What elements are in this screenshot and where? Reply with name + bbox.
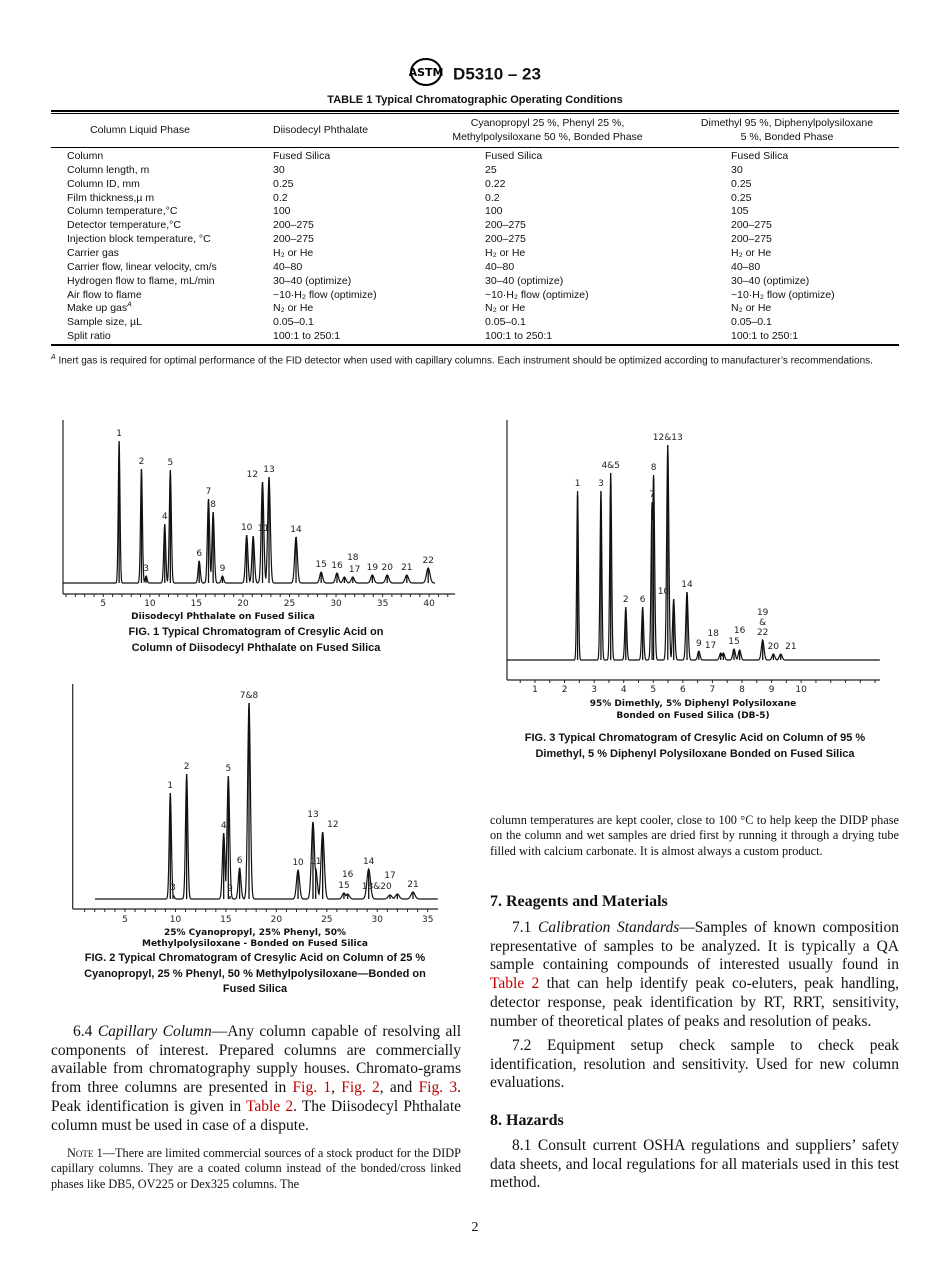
table-row-label: [67, 302, 132, 316]
table-row-label: [67, 247, 119, 261]
table-row-label: [67, 178, 140, 192]
peak-label: 22: [422, 556, 434, 566]
table-header-cell: Dimethyl 95 %, Diphenylpolysiloxane 5 %, Bonded Phase: [700, 117, 874, 143]
x-tick-label: 30: [371, 915, 383, 925]
table-cell: 40–80: [731, 260, 761, 273]
cross-reference-link[interactable]: Fig. 1: [292, 1079, 332, 1097]
footnote-mark: A: [51, 354, 56, 361]
peak-label: 17: [704, 641, 717, 651]
table-cell: 30: [273, 163, 285, 176]
figure-1-caption: FIG. 1 Typical Chromatogram of Cresylic Acid on Column of Diisodecyl Phthalate on Fused Silica: [128, 626, 384, 654]
figure-1-chromatogram: [50, 406, 470, 622]
table-row-label: [67, 233, 211, 247]
x-tick-label: 35: [421, 915, 434, 925]
table-row-label: [67, 261, 217, 275]
x-tick-label: 8: [739, 685, 745, 695]
table-cell: Fused Silica: [273, 150, 331, 162]
peak-label: 9: [227, 884, 233, 894]
x-axis-label: Diisodecyl Phthalate on Fused Silica: [131, 612, 315, 622]
table-row-label: [67, 219, 181, 233]
x-tick-label: 40: [423, 599, 435, 609]
text-run: —Samples of known composition representative of samples to be analyzed. It is typically a QA sample containing compounds of interested usually found in: [490, 919, 899, 974]
peak-label: 6: [639, 595, 646, 605]
peak-label: 17: [384, 871, 396, 881]
table-cell: Fused Silica: [731, 150, 789, 162]
peak-label: 18: [707, 629, 719, 639]
table-footnote: [51, 351, 899, 368]
row-label-text: Column length, m: [67, 163, 150, 176]
x-tick-label: 30: [330, 599, 342, 609]
peak-label: 10: [240, 523, 253, 533]
peak-label: 6: [236, 856, 243, 866]
peak-label: 3: [170, 883, 176, 893]
row-label-text: Air flow to flame: [67, 288, 142, 301]
table-cell: 0.25: [731, 191, 752, 204]
x-tick-label: 15: [220, 915, 232, 925]
table-cell: N₂ or He: [485, 302, 526, 315]
x-tick-label: 4: [620, 685, 627, 695]
table-row-label: [67, 316, 142, 330]
cross-reference-link[interactable]: Table 2: [490, 975, 540, 993]
table-cell: ~10·H₂ flow (optimize): [731, 288, 835, 301]
text-run: 8.1 Consult current OSHA regulations and suppliers’ safety data sheets, and local regulations for all materials used in this test method.: [490, 1137, 899, 1192]
peak-label: 1: [574, 479, 581, 489]
x-tick-label: 10: [169, 915, 182, 925]
row-label-text: Carrier gas: [67, 246, 119, 259]
section-8-heading: 8. Hazards: [490, 1112, 564, 1129]
table-header-rule: [51, 147, 899, 148]
peak-label: 15: [728, 637, 740, 647]
peak-label: 2: [183, 762, 190, 772]
x-axis-label: Methylpolysiloxane - Bonded on Fused Silica: [142, 939, 368, 949]
text-run: that can help identify peak co-eluters, peak handling, detector response, peak identification by RT, RRT, sensitivity, number of theoretical plates of peaks and resolution of peaks.: [490, 975, 899, 1030]
row-label-text: Column: [67, 150, 104, 162]
text-run: . Peak identification is given in: [51, 1079, 461, 1115]
table-row-label: [67, 330, 111, 344]
figure-2-chromatogram: [50, 660, 470, 950]
peak-label: 13: [307, 810, 319, 820]
cross-reference-link[interactable]: Fig. 3: [418, 1079, 458, 1097]
table-cell: 200–275: [273, 219, 314, 232]
table-header-cell: Column Liquid Phase: [90, 124, 190, 136]
table-cell: ~10·H₂ flow (optimize): [485, 288, 589, 301]
x-tick-label: 3: [591, 685, 598, 695]
peak-label: 9: [695, 639, 702, 649]
table-cell: 200–275: [273, 233, 314, 246]
table-row-label: [67, 205, 177, 219]
peak-label: 18: [347, 553, 359, 563]
peak-label: 5: [225, 764, 232, 774]
document-designation: D5310 – 23: [453, 64, 541, 84]
section-7-heading: 7. Reagents and Materials: [490, 893, 668, 910]
x-axis-label: Bonded on Fused Silica (DB-5): [616, 711, 770, 721]
note-1-continued: [490, 813, 899, 859]
table-header-cell: Cyanopropyl 25 %, Phenyl 25 %, Methylpolysiloxane 50 %, Bonded Phase: [452, 117, 643, 143]
cross-reference-link[interactable]: Fig. 2: [341, 1079, 380, 1097]
table-row-label: [67, 275, 215, 289]
peak-label: 1: [116, 429, 122, 439]
text-run: , and: [379, 1079, 419, 1097]
cross-reference-link[interactable]: Table 2: [245, 1097, 294, 1115]
table-row-label: [67, 192, 154, 206]
peak-label: 17: [348, 565, 361, 575]
peak-label: 16: [341, 870, 354, 880]
peak-label: 15: [315, 560, 327, 570]
peak-label: 3: [598, 479, 604, 489]
table-cell: 25: [485, 163, 497, 176]
table-cell: N₂ or He: [273, 302, 314, 315]
table-cell: 100: [273, 205, 291, 218]
table-cell: 200–275: [485, 219, 526, 232]
peak-label: 16: [331, 561, 343, 571]
x-tick-label: 5: [122, 915, 128, 925]
table-title: TABLE 1 Typical Chromatographic Operating Conditions: [327, 94, 623, 106]
table-cell: 0.25: [731, 177, 752, 190]
table-header-cell: Diisodecyl Phthalate: [273, 124, 369, 136]
x-tick-label: 6: [679, 685, 686, 695]
table-cell: 200–275: [731, 219, 772, 232]
peak-label: 7&8: [239, 691, 259, 701]
text-run: 7.1: [512, 919, 539, 936]
text-run: Capillary Column: [97, 1023, 212, 1040]
peak-label: 14: [681, 580, 693, 590]
table-cell: N₂ or He: [731, 302, 772, 315]
table-cell: 0.25: [273, 177, 294, 190]
row-label-text: Injection block temperature, °C: [67, 233, 211, 246]
figure-3-caption: FIG. 3 Typical Chromatogram of Cresylic Acid on Column of 95 % Dimethyl, 5 % Diphenyl Polysiloxane Bonded on Fused Silica: [524, 732, 866, 760]
peak-label: 3: [143, 564, 149, 574]
peak-label: 4&5: [601, 461, 620, 471]
x-tick-label: 2: [561, 685, 568, 695]
table-cell: H₂ or He: [485, 246, 526, 259]
page-number: 2: [471, 1220, 479, 1235]
table-cell: 200–275: [485, 233, 526, 246]
table-cell: 30–40 (optimize): [273, 274, 352, 287]
chromatogram-trace: [507, 445, 880, 660]
peak-label: 21: [401, 563, 413, 573]
footnote-text: Inert gas is required for optimal performance of the FID detector when used with capillary columns. Each instrument should be optimized according to manufacturer’s recommendations.: [58, 355, 873, 367]
table-cell: Fused Silica: [485, 150, 543, 162]
table-cell: 0.05–0.1: [731, 316, 772, 329]
row-label-text: Split ratio: [67, 330, 111, 343]
table-bottom-rule: [51, 344, 899, 346]
x-tick-label: 7: [709, 685, 716, 695]
peak-label: 9: [219, 564, 226, 574]
table-cell: 30–40 (optimize): [485, 274, 564, 287]
x-tick-label: 10: [144, 599, 156, 609]
x-axis-label: 25% Cyanopropyl, 25% Phenyl, 50%: [163, 928, 347, 938]
text-run: —Any column capable of resolving all components of interest. Prepared columns are commercially available from chromatography supply houses. Chromato-grams from three columns are presented in: [51, 1023, 461, 1097]
peak-label: 18&20: [361, 882, 392, 892]
x-tick-label: 15: [190, 599, 203, 609]
x-tick-label: 5: [650, 685, 657, 695]
row-label-text: Sample size, µL: [67, 316, 142, 329]
peak-label: 20: [767, 642, 780, 652]
x-tick-label: 5: [100, 599, 107, 609]
peak-label: 12: [327, 820, 339, 830]
table-cell: 30: [731, 163, 743, 176]
peak-label: 14: [362, 857, 375, 867]
table-cell: 0.2: [485, 191, 500, 204]
peak-label: 12&13: [652, 433, 683, 443]
peak-label: 1: [167, 781, 174, 791]
row-label-text: Column temperature,°C: [67, 205, 178, 218]
peak-label: 21: [785, 642, 797, 652]
x-tick-label: 25: [283, 599, 296, 609]
page-header: [0, 58, 950, 91]
peak-label: 10: [657, 587, 670, 597]
table-row-label: [67, 164, 149, 178]
chromatogram-trace: [95, 703, 438, 899]
peak-label: 12: [246, 470, 259, 480]
peak-label: 2: [622, 595, 629, 605]
paragraph-6-4: [51, 1023, 461, 1135]
paragraph-8-1: [490, 1137, 899, 1193]
peak-label: 15: [338, 881, 350, 891]
paragraph-7-1: [490, 919, 899, 1031]
peak-label: 14: [290, 525, 302, 535]
text-run: 6.4: [73, 1023, 98, 1040]
table-cell: 0.05–0.1: [485, 316, 526, 329]
peak-label: 4: [220, 821, 227, 831]
peak-label: 19: [366, 563, 379, 573]
table-cell: 100:1 to 250:1: [731, 330, 799, 343]
peak-label: 16: [733, 626, 746, 636]
table-cell: 100: [485, 205, 503, 218]
row-label-text: Hydrogen flow to flame, mL/min: [67, 274, 215, 287]
table-cell: 105: [731, 205, 749, 218]
table-cell: ~10·H₂ flow (optimize): [273, 288, 377, 301]
text-run: 1—There are limited commercial sources of a stock product for the DIDP capillary columns. They are a coated column instead of the bonded/cross linked phases like DB5, OV225 or Dex325 columns. The: [51, 1146, 461, 1191]
table-cell: H₂ or He: [731, 246, 772, 259]
table-top-rule: [51, 110, 899, 112]
table-row-label: [67, 289, 142, 303]
x-tick-label: 20: [270, 915, 283, 925]
table-cell: 30–40 (optimize): [731, 274, 810, 287]
svg-text:ASTM: ASTM: [409, 66, 444, 79]
table-cell: 200–275: [731, 233, 772, 246]
peak-label: 13: [263, 465, 275, 475]
note-1: [51, 1146, 461, 1192]
peak-label: 8: [210, 500, 217, 510]
peak-label: 20: [381, 563, 393, 573]
x-tick-label: 25: [321, 915, 333, 925]
row-label-text: Column ID, mm: [67, 177, 140, 190]
peak-label: 11: [257, 524, 270, 534]
peak-label: 10: [292, 858, 304, 868]
figure-3-chromatogram: [480, 420, 900, 722]
table-top-rule-2: [51, 113, 899, 114]
x-tick-label: 9: [768, 685, 775, 695]
row-label-text: Film thickness,µ m: [67, 191, 155, 204]
text-run: Note: [67, 1146, 94, 1160]
row-label-text: Detector temperature,°C: [67, 219, 181, 232]
row-label-text: Make up gas: [67, 302, 128, 315]
x-tick-label: 10: [795, 685, 807, 695]
table-row-label: [67, 150, 103, 164]
x-tick-label: 20: [237, 599, 249, 609]
table-cell: 40–80: [485, 260, 515, 273]
table-cell: 40–80: [273, 260, 303, 273]
astm-logo-icon: [409, 58, 443, 91]
footnote-ref: A: [127, 301, 132, 309]
table-cell: 0.2: [273, 191, 288, 204]
table-cell: 100:1 to 250:1: [485, 330, 553, 343]
peak-label: 8: [650, 463, 657, 473]
text-run: Calibration Standards: [538, 919, 680, 936]
x-axis-label: 95% Dimethly, 5% Diphenyl Polysiloxane: [589, 699, 797, 709]
row-label-text: Carrier flow, linear velocity, cm/s: [67, 260, 217, 273]
peak-label: 5: [167, 458, 174, 468]
peak-label: 6: [196, 549, 203, 559]
table-cell: 0.05–0.1: [273, 316, 314, 329]
x-tick-label: 1: [532, 685, 538, 695]
x-tick-label: 35: [376, 599, 389, 609]
text-run: ,: [331, 1079, 342, 1097]
peak-label: 4: [161, 512, 168, 522]
paragraph-7-2: [490, 1037, 899, 1093]
text-run: . The Diisodecyl Phthalate column must be used in case of a dispute.: [51, 1097, 461, 1134]
peak-label: 2: [138, 457, 145, 467]
text-run: column temperatures are kept cooler, close to 100 °C to help keep the DIDP phase on the column and wet samples are dried first by running it through a drying tube filled with calcium carbonate. It is almost always a custom product.: [490, 813, 899, 858]
table-cell: 100:1 to 250:1: [273, 330, 341, 343]
peak-label: 21: [407, 880, 419, 890]
table-cell: H₂ or He: [273, 246, 314, 259]
peak-label: 11: [309, 857, 322, 867]
table-cell: 0.22: [485, 177, 506, 190]
peak-label: 19 & 22: [756, 608, 769, 638]
figure-2-caption: FIG. 2 Typical Chromatogram of Cresylic Acid on Column of 25 % Cyanopropyl, 25 % Phenyl, 50 % Methylpolysiloxane—Bonded on Fused Silica: [84, 952, 426, 995]
peak-label: 7: [205, 487, 212, 497]
text-run: 7.2 Equipment setup check sample to check peak identification, resolution and sensitivity. Used for new column evaluations.: [490, 1037, 899, 1092]
peak-label: 7: [649, 490, 655, 500]
